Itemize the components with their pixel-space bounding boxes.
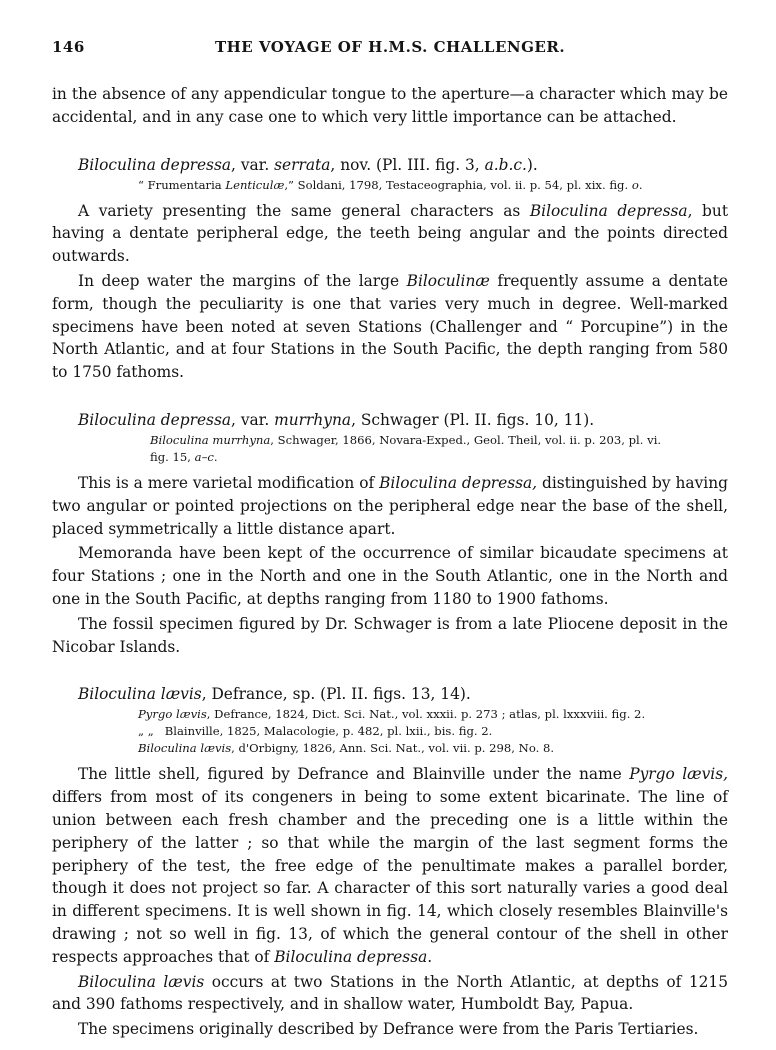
reference-line: fig. 15, a–c. — [150, 449, 218, 464]
heading-variety: serrata — [274, 155, 331, 174]
reference-line: Biloculina lævis, d'Orbigny, 1826, Ann. Sci. Nat., vol. vii. p. 298, No. 8. — [138, 741, 555, 756]
body-paragraph: The little shell, figured by Defrance and Blainville under the name Pyrgo lævis, differs from most of its congeners in being to some extent bicarinate. The line of union between each fresh chamber and the preceding one is a little within the periphery of the latter ; so that while the margin of the last segment forms the periphery of the test, the free edge of the penultimate makes a parallel border, though it does not project so far. A character of this sort naturally varies a good deal in different specimens. It is well shown in fig. 14, which closely resembles Blainville's drawing ; not so well in fig. 13, of which the general contour of the shell in other respects approaches that of Biloculina depressa. — [52, 765, 728, 966]
species-heading-serrata: Biloculina depressa, var. serrata, nov. (Pl. III. fig. 3, a.b.c.). — [78, 155, 538, 174]
reference-line: “ Frumentaria Lenticulæ,” Soldani, 1798, Testaceographia, vol. ii. p. 54, pl. xix. fig. o. — [138, 177, 643, 192]
body-paragraph: The specimens originally described by Defrance were from the Paris Tertiaries. — [78, 1020, 699, 1039]
synonymy-references — [52, 432, 728, 466]
running-title: THE VOYAGE OF H.M.S. CHALLENGER. — [214, 38, 566, 56]
heading-genus: Biloculina lævis — [78, 685, 202, 704]
heading-variety: murrhyna — [274, 410, 352, 429]
species-heading-laevis: Biloculina lævis, Defrance, sp. (Pl. II. figs. 13, 14). — [78, 685, 471, 704]
reference-line: Pyrgo lævis, Defrance, 1824, Dict. Sci. Nat., vol. xxxii. p. 273 ; atlas, pl. lxxxviii. fig. 2. — [138, 707, 646, 722]
body-paragraph: The fossil specimen figured by Dr. Schwager is from a late Pliocene deposit in the Nicobar Islands. — [52, 614, 728, 656]
continuation-paragraph: in the absence of any appendicular tongue to the aperture—a character which may be accidental, and in any case one to which very little importance can be attached. — [52, 85, 728, 126]
body-paragraph: This is a mere varietal modification of Biloculina depressa, distinguished by having two angular or pointed projections on the peripheral edge near the base of the shell, placed symmetrically a little distance apart. — [52, 473, 728, 538]
body-paragraph: Memoranda have been kept of the occurrence of similar bicaudate specimens at four Stations ; one in the North and one in the South Atlantic, one in the North and one in the South Pacific, at depths ranging from 1180 to 1900 fathoms. — [52, 544, 728, 608]
page-number: 146 — [52, 38, 85, 56]
document-page — [52, 38, 728, 1041]
page-header — [52, 38, 728, 62]
synonymy-references — [52, 177, 728, 194]
body-paragraph: A variety presenting the same general characters as Biloculina depressa, but having a dentate peripheral edge, the teeth being angular and the points directed outwards. — [52, 201, 729, 266]
body-paragraph: In deep water the margins of the large Biloculinæ frequently assume a dentate form, though the peculiarity is one that varies very much in degree. Well-marked specimens have been noted at seven Stations (Challenger and “ Porcupine”) in the North Atlantic, and at four Stations in the South Pacific, the depth ranging from 580 to 1750 fathoms. — [52, 271, 728, 382]
reference-line: „ „ Blainville, 1825, Malacologie, p. 482, pl. lxii., bis. fig. 2. — [138, 724, 493, 739]
body-paragraph: Biloculina lævis occurs at two Stations in the North Atlantic, at depths of 1215 and 390 fathoms respectively, and in shallow water, Humboldt Bay, Papua. — [52, 972, 728, 1014]
heading-genus: Biloculina depressa — [78, 155, 232, 174]
reference-line: Biloculina murrhyna, Schwager, 1866, Novara-Exped., Geol. Theil, vol. ii. p. 203, pl. vi. — [150, 432, 662, 447]
synonymy-references — [52, 706, 728, 757]
species-heading-murrhyna: Biloculina depressa, var. murrhyna, Schwager (Pl. II. figs. 10, 11). — [78, 410, 595, 429]
heading-genus: Biloculina depressa — [78, 410, 232, 429]
